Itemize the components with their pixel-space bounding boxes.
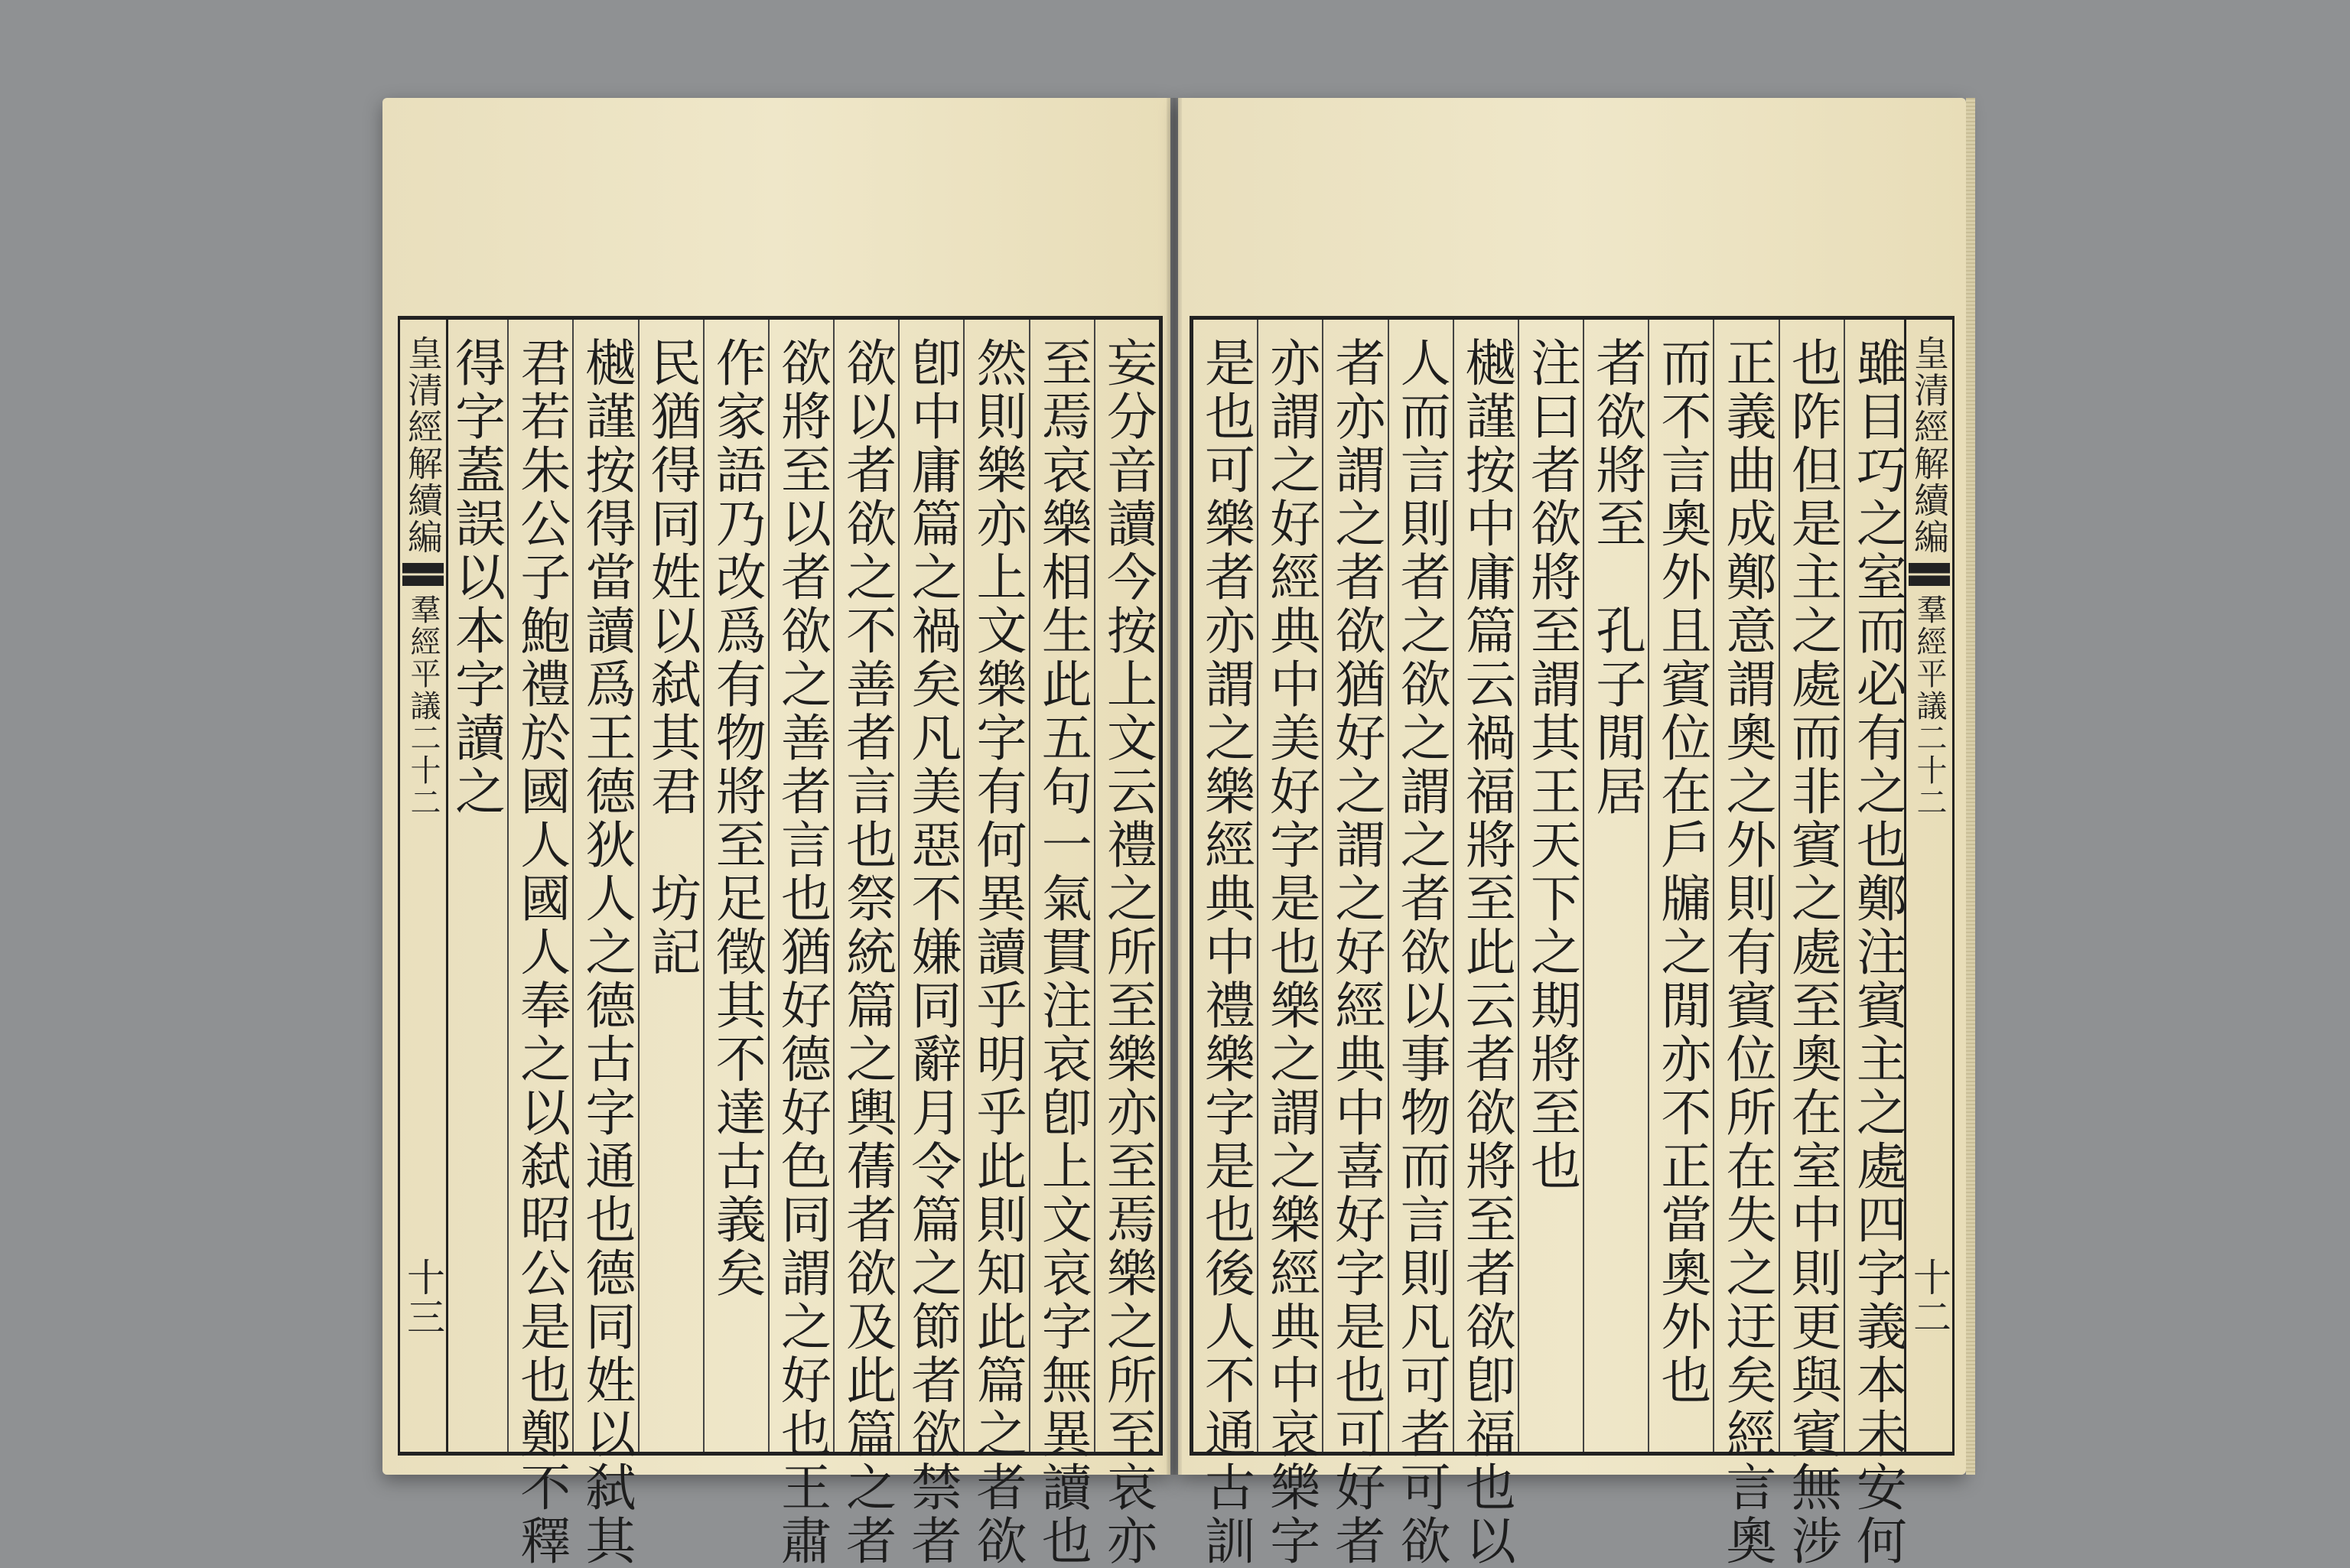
text-column: 然則樂亦上文樂字有何異讀乎明乎此則知此篇之者欲 (963, 320, 1028, 1452)
left-page (382, 98, 1170, 1568)
open-book (382, 98, 1966, 1568)
text-column: 雖目巧之室而必有之也鄭注賓主之處四字義本未安何 (1844, 320, 1909, 1452)
fishtail-mark (1909, 563, 1950, 586)
fishtail-mark (402, 563, 444, 586)
book-gutter (1167, 98, 1182, 1475)
text-column: 是也可樂者亦謂之樂經典中禮樂字是也後人不通古訓 (1196, 337, 1255, 1568)
text-column: 得字蓋誤以本字讀之 (446, 337, 506, 818)
volume-title: 羣經平議二十二 (405, 594, 441, 818)
left-text-columns (444, 320, 1159, 1568)
page-edge (1966, 98, 1975, 1475)
text-column: 欲以者欲之不善者言也祭統篇之輿蒨者欲及此篇之者 (833, 320, 898, 1452)
text-column: 而不言奧外且賓位在戶牖之閒亦不正當奧外也 (1648, 320, 1713, 1452)
text-column: 至焉哀樂相生此五句一氣貫注哀卽上文哀字無異讀也 (1029, 320, 1094, 1452)
text-column: 民猶得同姓以弑其君 坊記 (638, 320, 703, 1452)
text-column: 作家語乃改爲有物將至足徵其不達古義矣 (703, 320, 768, 1452)
text-column: 樾謹按中庸篇云禍福將至此云者欲將至者欲卽福也以 (1453, 320, 1518, 1452)
text-column: 卽中庸篇之禍矣凡美惡不嫌同辭月令篇之節者欲禁者 (898, 320, 963, 1452)
text-column: 也阼但是主之處而非賓之處至奧在室中則更與賓無涉 (1779, 320, 1844, 1452)
text-column: 君若朱公子鮑禮於國人國人奉之以弑昭公是也鄭不釋 (507, 320, 572, 1452)
collection-title: 皇清經解續編 (1909, 335, 1950, 555)
volume-title: 羣經平議二十二 (1912, 594, 1947, 818)
text-column: 人而言則者之欲之謂之者欲以事物而言則凡可者可欲 (1388, 320, 1453, 1452)
text-column: 妄分音讀今按上文云禮之所至樂亦至焉樂之所至哀亦 (1094, 320, 1159, 1452)
text-column: 者欲將至 孔子閒居 (1583, 320, 1648, 1452)
text-column: 正義曲成鄭意謂奧之外則有賓位所在失之迂矣經言奧 (1713, 320, 1778, 1452)
text-column: 者亦謂之者欲猶好之謂之好經典中喜好字是也可好者 (1322, 320, 1387, 1452)
right-text-frame (1190, 316, 1955, 1568)
text-column: 欲將至以者欲之善者言也猶好德好色同謂之好也王肅 (768, 320, 833, 1452)
text-column: 注曰者欲將至謂其王天下之期將至也 (1518, 320, 1583, 1452)
collection-title: 皇清經解續編 (402, 335, 444, 555)
text-column: 亦謂之好經典中美好字是也樂之謂之樂經典中哀樂字 (1257, 320, 1322, 1452)
right-page-margin-column (1904, 320, 1955, 1452)
right-text-columns (1193, 320, 1909, 1568)
folio-number: 十三 (401, 1257, 445, 1337)
text-column: 樾謹按得當讀爲王德狄人之德古字通也德同姓以弑其 (572, 320, 637, 1452)
folio-number: 十二 (1907, 1257, 1951, 1337)
left-page-margin-column (398, 320, 448, 1452)
right-page (1178, 98, 1966, 1568)
left-text-frame (398, 316, 1163, 1568)
